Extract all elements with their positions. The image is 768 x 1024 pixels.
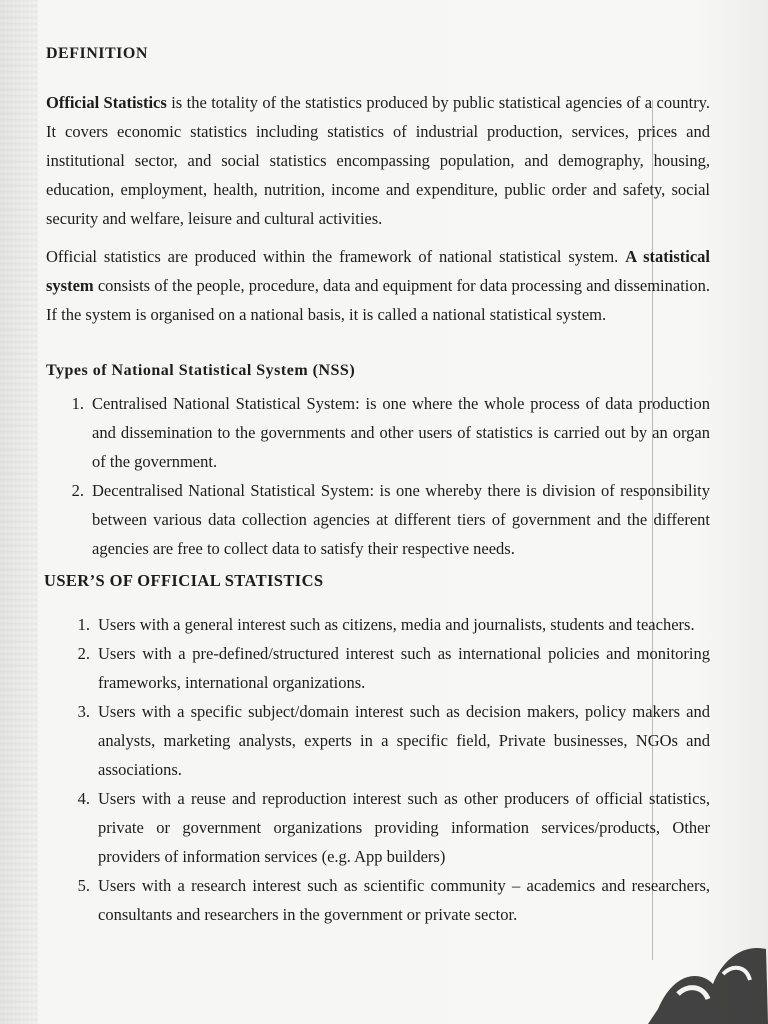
users-heading: USER’S OF OFFICIAL STATISTICS [44,571,324,590]
list-item-text: Centralised National Statistical System: is one where the whole process of data production and dissemination to the governments and other users of statistics is carried out by an organ of the government. [92,394,710,471]
ink-smudge-mark [618,914,768,1024]
scan-fold-line [652,100,653,960]
list-number: 3. [77,702,90,721]
list-item [46,389,710,476]
statistical-system-paragraph [46,242,710,329]
list-item [46,476,710,563]
list-item [46,639,710,697]
list-item-text: Decentralised National Statistical System: is one whereby there is division of responsibility between various data collection agencies at different tiers of government and the different agencies are free to collect data to satisfy their respective needs. [92,481,710,558]
list-item-text: Users with a reuse and reproduction interest such as other producers of official statistics, private or government organizations providing information services/products, Other providers of information services (e.g. App builders) [98,789,710,866]
list-item [46,784,710,871]
list-item [46,871,710,929]
official-statistics-term: Official Statistics [46,93,167,112]
list-item [46,697,710,784]
list-number: 2. [77,644,90,663]
list-item-text: Users with a pre-defined/structured interest such as international policies and monitoring frameworks, international organizations. [98,644,710,692]
list-item [46,610,710,639]
list-number: 2. [71,481,84,500]
statistical-system-text-before: Official statistics are produced within the framework of national statistical system. [46,247,626,266]
types-list [46,389,710,563]
list-item-text: Users with a specific subject/domain interest such as decision makers, policy makers and analysts, marketing analysts, experts in a specific field, Private businesses, NGOs and associations. [98,702,710,779]
list-item-text: Users with a general interest such as citizens, media and journalists, students and teachers. [98,615,695,634]
list-number: 4. [77,789,90,808]
statistical-system-term: A statistical system [46,247,710,295]
list-item-text: Users with a research interest such as scientific community – academics and researchers, consultants and researchers in the government or private sector. [98,876,710,924]
statistical-system-text-after: consists of the people, procedure, data and equipment for data processing and dissemination. If the system is organised on a national basis, it is called a national statistical system. [46,276,710,324]
list-number: 1. [71,394,84,413]
list-number: 5. [77,876,90,895]
users-list [46,610,710,929]
types-heading: Types of National Statistical System (NSS) [46,362,356,379]
official-statistics-paragraph [46,88,710,233]
scan-edge-noise [0,0,38,1024]
list-number: 1. [77,615,90,634]
official-statistics-text: is the totality of the statistics produced by public statistical agencies of a country. It covers economic statistics including statistics of industrial production, services, prices and institutional sector, and social statistics encompassing population, and demography, housing, education, employment, health, nutrition, income and expenditure, public order and safety, social security and welfare, leisure and cultural activities. [46,93,710,228]
definition-heading: DEFINITION [46,45,148,62]
